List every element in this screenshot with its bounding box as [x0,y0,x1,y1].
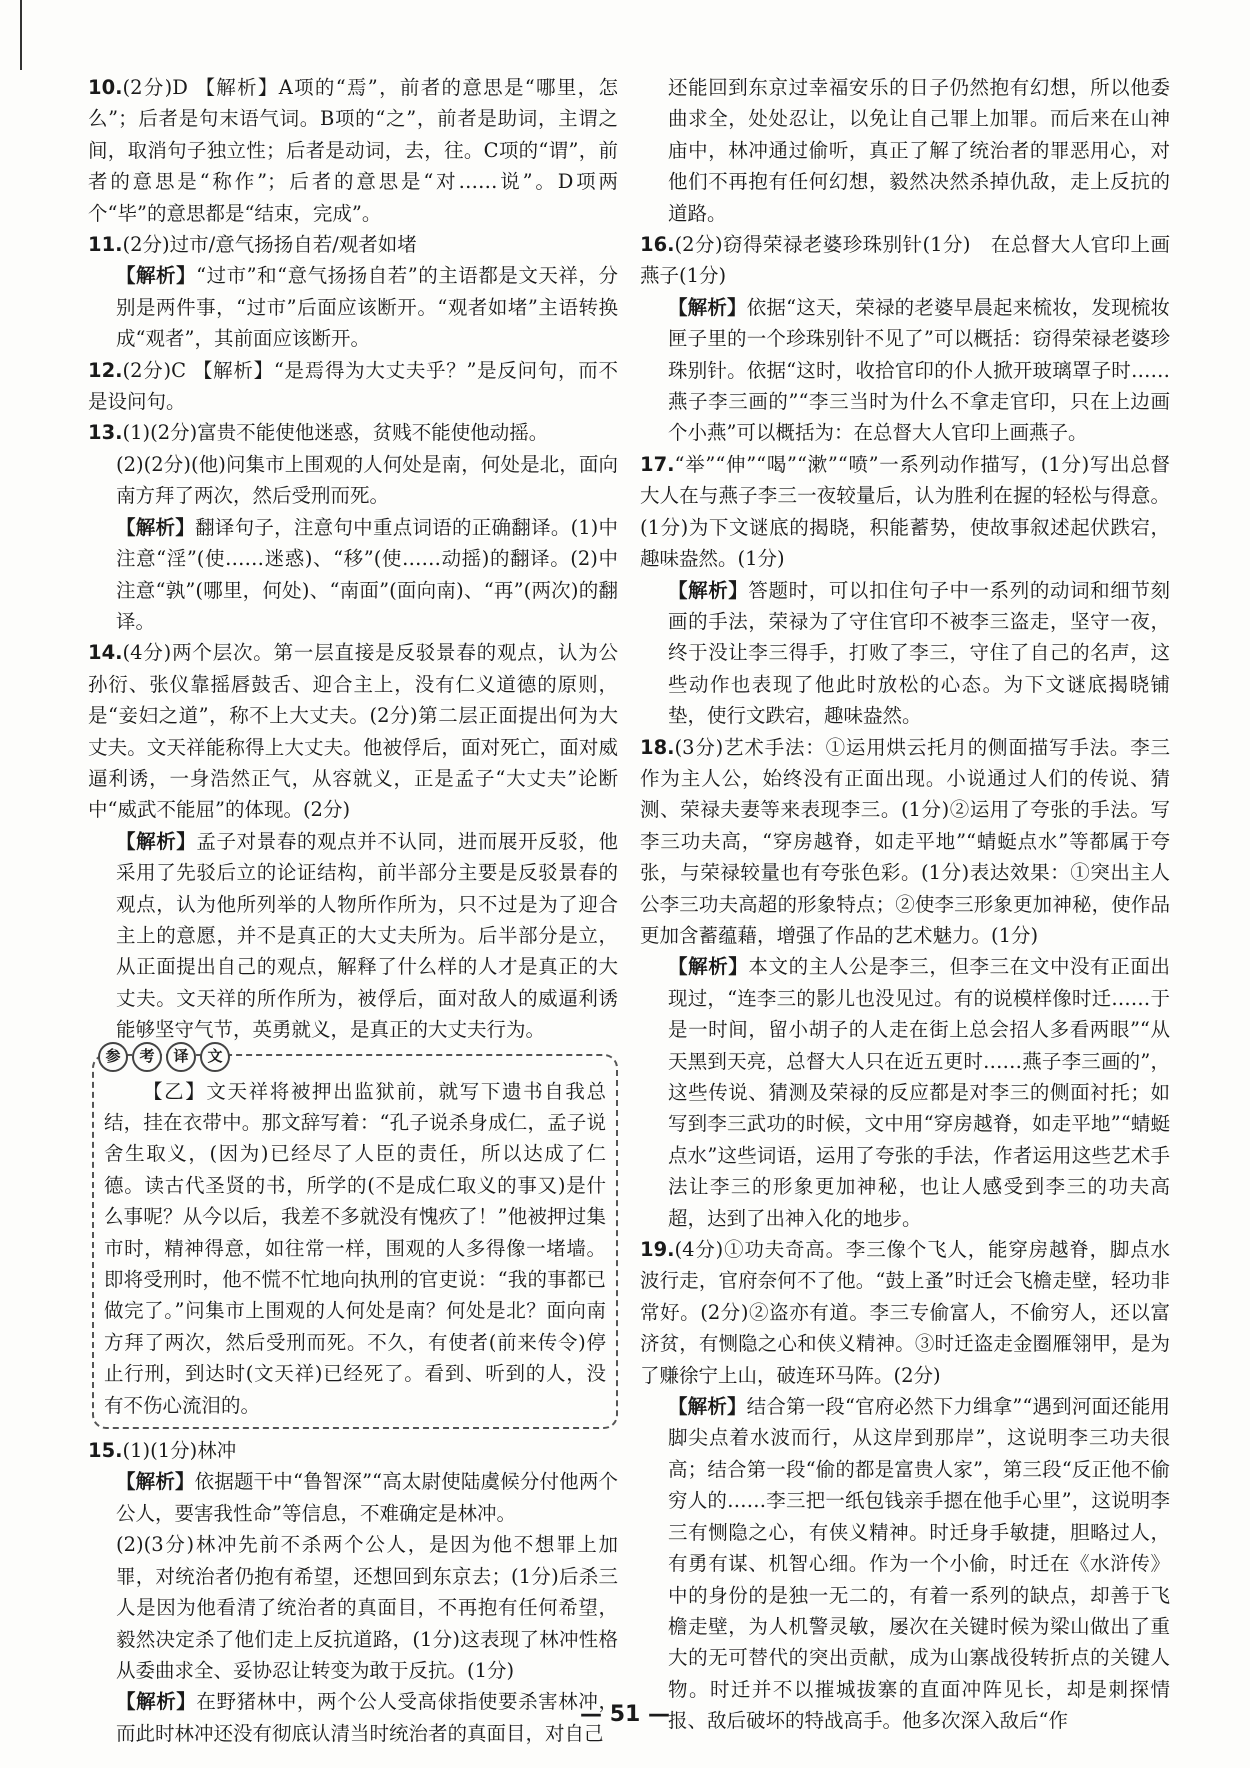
answer-13-analysis: 【解析】翻译句子，注意句中重点词语的正确翻译。(1)中注意“淫”(使……迷惑)、“移”(使……动摇)的翻译。(2)中注意“孰”(哪里，何处)、“南面”(面向南)、“再”(两次)的翻译。 [116,515,618,633]
answer-19-analysis: 【解析】结合第一段“官府必然下力缉拿”“遇到河面还能用脚尖点着水波而行，从这岸到那岸”，这说明李三功夫很高；结合第一段“偷的都是富贵人家”，第三段“反正他不偷穷人的……李三把一纸包钱亲手摁在他手心里”，这说明李三有恻隐之心，有侠义精神。时迁身手敏捷，胆略过人，有勇有谋、机智心细。作为一个小偷，时迁在《水浒传》中的身份的是独一无二的，有着一系列的缺点，却善于飞檐走壁，为人机警灵敏，屡次在关键时候为梁山做出了重大的无可替代的突出贡献，成为山寨战役转折点的关键人物。时迁并不以摧城拔寨的直面冲阵见长，却是刺探情报、敌后破坏的特战高手。他多次深入敌后“作 [668,1395,1170,1733]
answer-15: 15.(1)(1分)林冲 [88,1439,237,1463]
answer-11-analysis: 【解析】“过市”和“意气扬扬自若”的主语都是文天祥，分别是两件事，“过市”后面应该断开。“观者如堵”主语转换成“观者”，其前面应该断开。 [116,264,618,351]
left-column [88,72,618,1749]
reference-translation-heading [98,1042,606,1072]
page-number: — 51 — [580,1702,670,1727]
answer-15-part2: (2)(3分)林冲先前不杀两个公人，是因为他不想罪上加罪，对统治者仍抱有希望，还想回到东京去；(1分)后杀三人是因为他看清了统治者的真面目，不再抱有任何希望，毅然决定杀了他们走上反抗道路，(1分)这表现了林冲性格从委曲求全、妥协忍让转变为敢于反抗。(1分) [116,1533,618,1682]
answer-15-continuation: 还能回到东京过幸福安乐的日子仍然抱有幻想，所以他委曲求全，处处忍让，以免让自己罪上加罪。而后来在山神庙中，林冲通过偷听，真正了解了统治者的罪恶用心，对他们不再抱有任何幻想，毅然决然杀掉仇敌，走上反抗的道路。 [668,76,1170,225]
page-edge-rule [20,0,22,70]
reference-translation-text: 【乙】文天祥将被押出监狱前，就写下遗书自我总结，挂在衣带中。那文辞写着：“孔子说杀身成仁，孟子说舍生取义，(因为)已经尽了人臣的责任，所以达成了仁德。读古代圣贤的书，所学的(不是成仁取义的事又)是什么事呢？从今以后，我差不多就没有愧疚了！”他被押过集市时，精神得意，如往常一样，围观的人多得像一堵墙。即将受刑时，他不慌不忙地向执刑的官吏说：“我的事都已做完了。”问集市上围观的人何处是南？何处是北？面向南方拜了两次，然后受刑而死。不久，有使者(前来传令)停止行刑，到达时(文天祥)已经死了。看到、听到的人，没有不伤心流泪的。 [104,1079,606,1417]
answer-17: 17.“举”“伸”“喝”“漱”“喷”一系列动作描写，(1分)写出总督大人在与燕子李三一夜较量后，认为胜利在握的轻松与得意。(1分)为下文谜底的揭晓，积能蓄势，使故事叙述起伏跌宕，趣味盎然。(1分) [640,452,1170,571]
answer-16-analysis: 【解析】依据“这天，荣禄的老婆早晨起来梳妆，发现梳妆匣子里的一个珍珠别针不见了”可以概括：窃得荣禄老婆珍珠别针。依据“这时，收拾官印的仆人掀开玻璃罩子时……燕子李三画的”“李三当时为什么不拿走官印，只在上边画个小燕”可以概括为：在总督大人官印上画燕子。 [668,295,1170,445]
heading-char: 考 [132,1042,162,1072]
right-column [640,72,1170,1737]
answer-19: 19.(4分)①功夫奇高。李三像个飞人，能穿房越脊，脚点水波行走，官府奈何不了他。“鼓上蚤”时迁会飞檐走壁，轻功非常好。(2分)②盗亦有道。李三专偷富人，不偷穷人，还以富济贫，有恻隐之心和侠义精神。③时迁盗走金圈雁翎甲，是为了赚徐宁上山，破连环马阵。(2分) [640,1238,1170,1387]
answer-18-analysis: 【解析】本文的主人公是李三，但李三在文中没有正面出现过，“连李三的影儿也没见过。有的说模样像时迁……于是一时间，留小胡子的人走在街上总会招人多看两眼”“从天黑到天亮，总督大人只在近五更时……燕子李三画的”，这些传说、猜测及荣禄的反应都是对李三的侧面衬托；如写到李三武功的时候，文中用“穿房越脊，如走平地”“蜻蜓点水”这些词语，运用了夸张的手法，作者运用这些艺术手法让李三的形象更加神秘，也让人感受到李三的功夫高超，达到了出神入化的地步。 [668,955,1170,1230]
answer-18: 18.(3分)艺术手法：①运用烘云托月的侧面描写手法。李三作为主人公，始终没有正面出现。小说通过人们的传说、猜测、荣禄夫妻等来表现李三。(1分)②运用了夸张的手法。写李三功夫高，“穿房越脊，如走平地”“蜻蜓点水”等都属于夸张，与荣禄较量也有夸张色彩。(1分)表达效果：①突出主人公李三功夫高超的形象特点；②使李三形象更加神秘，使作品更加含蓄蕴藉，增强了作品的艺术魅力。(1分) [640,735,1170,947]
answer-14: 14.(4分)两个层次。第一层直接是反驳景春的观点，认为公孙衍、张仪靠摇唇鼓舌、迎合主上，没有仁义道德的原则，是“妾妇之道”，称不上大丈夫。(2分)第二层正面提出何为大丈夫。文天祥能称得上大丈夫。他被俘后，面对死亡，面对威逼利诱，一身浩然正气，从容就义，正是孟子“大丈夫”论断中“威武不能屈”的体现。(2分) [88,641,618,822]
answer-13-part2: (2)(2分)(他)问集市上围观的人何处是南，何处是北，面向南方拜了两次，然后受刑而死。 [116,452,618,508]
answer-15-analysis-2: 【解析】在野猪林中，两个公人受高俅指使要杀害林冲，而此时林冲还没有彻底认清当时统治者的真面目，对自己 [116,1690,618,1745]
answer-13: 13.(1)(2分)富贵不能使他迷惑，贫贱不能使他动摇。 [88,421,549,445]
answer-15-analysis-1: 【解析】依据题干中“鲁智深”“高太尉使陆虞候分付他两个公人，要害我性命”等信息，不难确定是林冲。 [116,1470,618,1525]
answer-16: 16.(2分)窃得荣禄老婆珍珠别针(1分) 在总督大人官印上画燕子(1分) [640,233,1170,288]
answer-17-analysis: 【解析】答题时，可以扣住句子中一系列的动词和细节刻画的手法，荣禄为了守住官印不被李三盗走，坚守一夜，终于没让李三得手，打败了李三，守住了自己的名声，这些动作也表现了他此时放松的心态。为下文谜底揭晓铺垫，使行文跌宕，趣味盎然。 [668,578,1170,728]
heading-char: 参 [98,1042,128,1072]
heading-char: 译 [166,1042,196,1072]
heading-char: 文 [200,1042,230,1072]
reference-translation-box [92,1046,618,1429]
answer-14-analysis: 【解析】孟子对景春的观点并不认同，进而展开反驳，他采用了先驳后立的论证结构，前半部分主要是反驳景春的观点，认为他所列举的人物所作所为，只不过是为了迎合主上的意愿，并不是真正的大丈夫所为。后半部分是立，从正面提出自己的观点，解释了什么样的人才是真正的大丈夫。文天祥的所作所为，被俘后，面对敌人的威逼利诱能够坚守气节，英勇就义，是真正的大丈夫行为。 [116,829,618,1042]
answer-12: 12.(2分)C 【解析】“是焉得为大丈夫乎？”是反问句，而不是设问句。 [88,358,618,414]
answer-11: 11.(2分)过市/意气扬扬自若/观者如堵 [88,233,417,257]
answer-10: 10.(2分)D 【解析】A项的“焉”，前者的意思是“哪里，怎么”；后者是句末语气词。B项的“之”，前者是助词，主谓之间，取消句子独立性；后者是动词，去，往。C项的“谓”，前者的意思是“称作”；后者的意思是“对……说”。D项两个“毕”的意思都是“结束，完成”。 [88,76,618,225]
